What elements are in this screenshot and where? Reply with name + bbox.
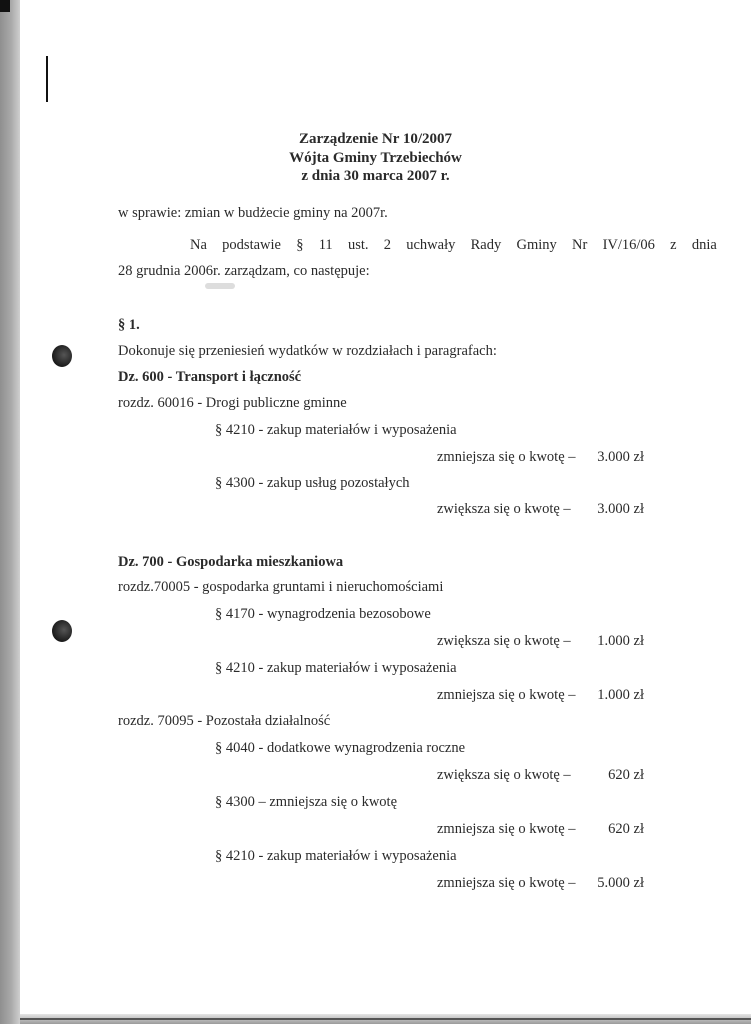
legal-basis-line2: 28 grudnia 2006r. zarządzam, co następuje: xyxy=(118,263,370,279)
document-issuer: Wójta Gminy Trzebiechów xyxy=(289,150,462,166)
budget-item-amount: 1.000 zł xyxy=(597,633,644,649)
budget-item-label: § 4040 - dodatkowe wynagrodzenia roczne xyxy=(215,740,466,756)
budget-item-change: zwiększa się o kwotę – xyxy=(437,501,571,517)
basis-word: ust. xyxy=(347,237,369,253)
basis-word: § xyxy=(296,237,304,253)
budget-item-amount: 1.000 zł xyxy=(597,687,644,703)
budget-item-change: zmniejsza się o kwotę – xyxy=(437,449,576,465)
budget-item-label: § 4170 - wynagrodzenia bezosobowe xyxy=(215,606,431,622)
budget-item-change: zmniejsza się o kwotę – xyxy=(437,687,576,703)
subject-line: w sprawie: zmian w budżecie gminy na 2007r. xyxy=(118,205,388,221)
basis-word: 2 xyxy=(383,237,391,253)
budget-item-change: zwiększa się o kwotę – xyxy=(437,633,571,649)
punch-hole-top xyxy=(52,345,72,367)
scan-bottom-line xyxy=(20,1018,751,1020)
budget-item-label: § 4210 - zakup materiałów i wyposażenia xyxy=(215,848,457,864)
paragraph-heading: § 1. xyxy=(118,317,140,333)
basis-word: Nr xyxy=(572,237,588,253)
basis-word: Gminy xyxy=(516,237,557,253)
basis-word: dnia xyxy=(691,237,717,253)
budget-item-amount: 620 zł xyxy=(608,767,644,783)
section-heading: Dz. 600 - Transport i łączność xyxy=(118,369,302,385)
budget-item-label: § 4300 - zakup usług pozostałych xyxy=(215,475,410,491)
budget-item-amount: 5.000 zł xyxy=(597,875,644,891)
budget-item-change: zmniejsza się o kwotę – xyxy=(437,821,576,837)
basis-word: z xyxy=(670,237,677,253)
basis-word: Rady xyxy=(470,237,502,253)
budget-item-amount: 3.000 zł xyxy=(597,501,644,517)
budget-item-label: § 4210 - zakup materiałów i wyposażenia xyxy=(215,660,457,676)
chapter-title: rozdz.70005 - gospodarka gruntami i nieruchomościami xyxy=(118,579,444,595)
chapter-title: rozdz. 70095 - Pozostała działalność xyxy=(118,713,331,729)
budget-item-amount: 3.000 zł xyxy=(597,449,644,465)
budget-item-change: zmniejsza się o kwotę – xyxy=(437,875,576,891)
budget-item-change: zwiększa się o kwotę – xyxy=(437,767,571,783)
basis-word: 11 xyxy=(318,237,333,253)
legal-basis-line1 xyxy=(190,238,717,253)
scan-speck xyxy=(205,283,235,289)
document-date: z dnia 30 marca 2007 r. xyxy=(301,168,450,184)
section-heading: Dz. 700 - Gospodarka mieszkaniowa xyxy=(118,554,344,570)
scan-corner-mark xyxy=(0,0,10,12)
budget-item-label: § 4210 - zakup materiałów i wyposażenia xyxy=(215,422,457,438)
punch-hole-bottom xyxy=(52,620,72,642)
paragraph-intro: Dokonuje się przeniesień wydatków w rozdziałach i paragrafach: xyxy=(118,343,497,359)
budget-item-amount: 620 zł xyxy=(608,821,644,837)
chapter-title: rozdz. 60016 - Drogi publiczne gminne xyxy=(118,395,347,411)
basis-word: IV/16/06 xyxy=(602,237,655,253)
basis-word: Na xyxy=(190,237,207,253)
scan-vertical-mark xyxy=(46,56,48,102)
document-title: Zarządzenie Nr 10/2007 xyxy=(298,131,453,147)
basis-word: uchwały xyxy=(406,237,456,253)
basis-word: podstawie xyxy=(222,237,281,253)
budget-item-label: § 4300 – zmniejsza się o kwotę xyxy=(215,794,398,810)
